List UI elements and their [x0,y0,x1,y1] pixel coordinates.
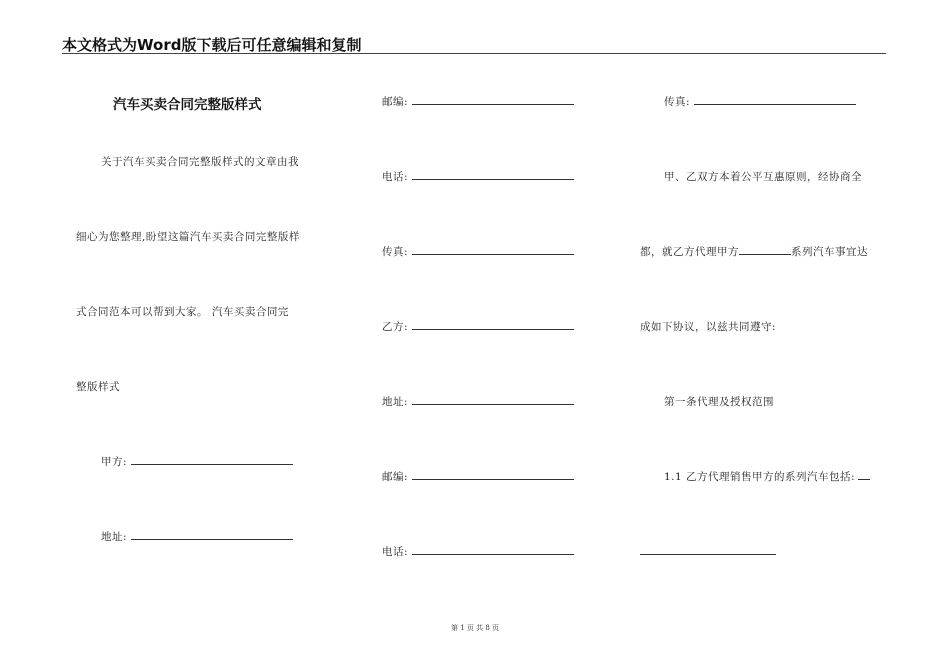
party-b-address-field [382,394,574,409]
party-b-blank [412,320,574,330]
intro-paragraph-line-4: 整版样式 [76,381,120,393]
party-a-phone-blank [412,170,574,180]
agreement-intro-line-1: 甲、乙双方本着公平互惠原则，经协商全 [664,171,862,183]
party-a-postcode-field [382,94,574,109]
party-a-fax-blank [412,245,574,255]
party-b-phone-label: 电话: [382,546,409,558]
party-b-fax-label: 传真: [664,96,691,108]
party-a-fax-field [382,244,574,259]
party-b-label: 乙方: [382,321,409,333]
party-b-address-blank [412,395,574,405]
contract-title: 汽车买卖合同完整版样式 [113,97,262,113]
clause-1-1 [664,469,870,484]
party-b-fax-blank [694,95,856,105]
page-number-footer: 第 1 页 共 8 页 [450,624,500,632]
car-series-blank [739,245,791,255]
party-a-field [101,454,293,469]
agreement-intro-line-2-start: 都，就乙方代理甲方 [640,246,739,258]
intro-paragraph-line-2: 细心为您整理,盼望这篇汽车买卖合同完整版样 [76,231,300,243]
party-b-postcode-label: 邮编: [382,471,409,483]
intro-paragraph-line-3: 式合同范本可以帮到大家。 汽车买卖合同完 [76,306,289,318]
article-1-heading: 第一条代理及授权范围 [664,396,774,408]
clause-1-1-blank [858,470,870,480]
party-a-phone-field [382,169,574,184]
document-header-banner: 本文格式为Word版下载后可任意编辑和复制 [62,36,362,54]
party-a-postcode-label: 邮编: [382,96,409,108]
party-a-postcode-blank [412,95,574,105]
party-b-address-label: 地址: [382,396,409,408]
intro-paragraph-line-1: 关于汽车买卖合同完整版样式的文章由我 [101,156,299,168]
agreement-intro-line-2 [640,244,868,259]
party-a-fax-label: 传真: [382,246,409,258]
party-a-address-label: 地址: [101,531,128,543]
party-b-fax-field [664,94,856,109]
agreement-intro-line-2-end: 系列汽车事宜达 [791,246,868,258]
header-divider [62,53,886,54]
party-a-phone-label: 电话: [382,171,409,183]
party-b-field [382,319,574,334]
party-b-postcode-blank [412,470,574,480]
agreement-intro-line-3: 成如下协议，以兹共同遵守: [640,321,777,333]
party-a-label: 甲方: [101,456,128,468]
clause-1-1-continuation-blank [640,554,776,555]
party-a-blank [131,455,293,465]
party-b-postcode-field [382,469,574,484]
party-b-phone-field [382,544,574,559]
clause-1-1-text: 1.1 乙方代理销售甲方的系列汽车包括: [664,471,856,483]
party-b-phone-blank [412,545,574,555]
party-a-address-blank [131,530,293,540]
party-a-address-field [101,529,293,544]
